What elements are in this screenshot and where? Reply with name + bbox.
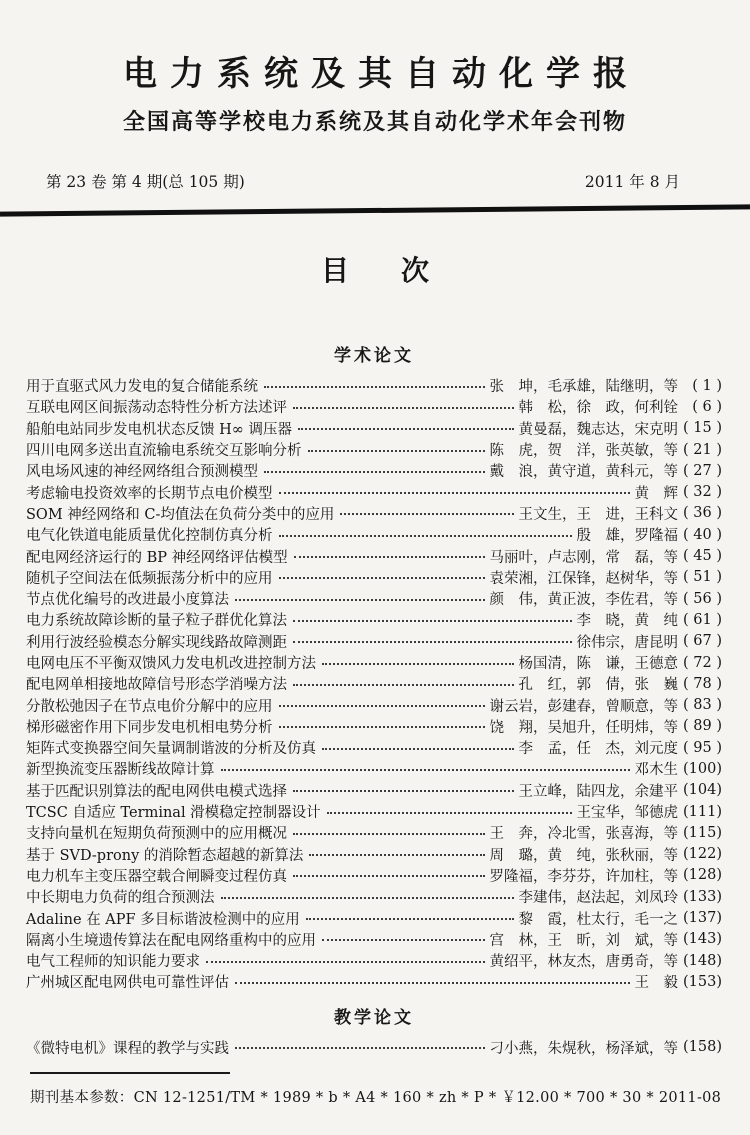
toc-entry xyxy=(26,609,722,630)
entry-page: (111) xyxy=(683,803,722,820)
dot-leader xyxy=(206,953,485,963)
toc-entry xyxy=(26,822,722,843)
dot-leader xyxy=(235,1039,485,1049)
dot-leader xyxy=(293,633,572,643)
entry-page: ( 78 ) xyxy=(683,675,722,692)
entry-title: 配电网经济运行的 BP 神经网络评估模型 xyxy=(26,549,288,566)
section-heading: 学术论文 xyxy=(334,346,414,366)
journal-toc-page xyxy=(0,46,750,1135)
header-divider xyxy=(0,204,750,216)
entry-page: ( 67 ) xyxy=(683,633,722,650)
toc-entry xyxy=(26,503,722,524)
entry-page: ( 1 ) xyxy=(692,377,722,394)
entry-authors: 李建伟，赵法起，刘凤玲 xyxy=(518,890,678,907)
toc-entry xyxy=(26,418,722,439)
toc-entry xyxy=(26,524,722,545)
entry-authors: 王 毅 xyxy=(634,975,678,992)
dot-leader xyxy=(308,442,485,452)
dot-leader xyxy=(293,676,514,686)
entry-authors: 韩 松，徐 政，何利铨 xyxy=(518,400,678,417)
entry-title: 梯形磁密作用下同步发电机相电势分析 xyxy=(26,719,273,736)
entry-page: ( 32 ) xyxy=(683,484,722,501)
dot-leader xyxy=(235,974,630,984)
toc-entry xyxy=(26,929,722,950)
entry-page: ( 36 ) xyxy=(683,505,722,522)
entry-authors: 黎 霞，杜太行，毛一之 xyxy=(518,911,678,928)
toc-entry xyxy=(26,716,722,737)
entry-page: ( 89 ) xyxy=(683,718,722,735)
entry-title: 电力系统故障诊断的量子粒子群优化算法 xyxy=(26,613,287,630)
dot-leader xyxy=(306,910,514,920)
toc-heading: 目 次 xyxy=(320,254,441,287)
dot-leader xyxy=(294,548,485,558)
dot-leader xyxy=(340,505,513,515)
entry-authors: 刁小燕，朱熀秋，杨泽斌，等 xyxy=(489,1040,678,1057)
toc-entry xyxy=(26,567,722,588)
entry-page: ( 83 ) xyxy=(683,697,722,714)
entry-title: Adaline 在 APF 多目标谐波检测中的应用 xyxy=(26,911,300,928)
entry-title: 基于 SVD-prony 的消除暂态超越的新算法 xyxy=(26,847,304,864)
entry-authors: 黄绍平，林友杰，唐勇奇，等 xyxy=(489,954,678,971)
entry-page: ( 51 ) xyxy=(683,569,722,586)
entry-title: TCSC 自适应 Terminal 滑模稳定控制器设计 xyxy=(26,805,321,822)
toc-entry xyxy=(26,694,722,715)
entry-page: (128) xyxy=(683,867,722,884)
section-heading: 教学论文 xyxy=(334,1007,414,1028)
dot-leader xyxy=(264,463,485,473)
entry-title: 隔离小生境遗传算法在配电网络重构中的应用 xyxy=(26,932,316,949)
entry-title: 配电网单相接地故障信号形态学消噪方法 xyxy=(26,677,287,694)
dot-leader xyxy=(322,931,485,941)
entry-authors: 黄曼磊，魏志达，宋克明 xyxy=(518,421,678,438)
entry-page: (158) xyxy=(683,1039,722,1056)
toc-entry xyxy=(26,865,722,886)
entry-authors: 戴 浪，黄守道，黄科元，等 xyxy=(489,464,678,481)
entry-page: (100) xyxy=(683,760,722,777)
entry-authors: 徐伟宗，唐昆明 xyxy=(576,634,678,651)
entry-title: 考虑输电投资效率的长期节点电价模型 xyxy=(26,485,273,502)
entry-title: 矩阵式变换器空间矢量调制谐波的分析及仿真 xyxy=(26,741,316,758)
toc-entry xyxy=(26,396,722,417)
entry-authors: 宫 林，王 昕，刘 斌，等 xyxy=(489,932,678,949)
entry-page: ( 40 ) xyxy=(683,526,722,543)
entry-page: ( 6 ) xyxy=(692,398,722,415)
journal-subtitle: 全国高等学校电力系统及其自动化学术年会刊物 xyxy=(122,110,627,135)
entry-page: (115) xyxy=(683,824,722,841)
entry-page: (137) xyxy=(683,910,722,927)
entry-page: ( 72 ) xyxy=(683,654,722,671)
entry-authors: 马丽叶，卢志刚，常 磊，等 xyxy=(489,549,678,566)
entry-title: 分散松弛因子在节点电价分解中的应用 xyxy=(26,698,273,715)
entry-page: (122) xyxy=(683,846,722,863)
entry-authors: 杨国清，陈 谦，王德意 xyxy=(518,656,678,672)
entry-page: ( 95 ) xyxy=(683,739,722,756)
toc-sections xyxy=(0,341,750,1058)
issue-info: 第 23 卷 第 4 期(总 105 期) xyxy=(46,173,245,191)
entry-page: ( 15 ) xyxy=(683,420,722,437)
entry-title: 四川电网多送出直流输电系统交互影响分析 xyxy=(26,443,302,460)
toc-entry xyxy=(26,673,722,694)
footer-divider xyxy=(30,1072,230,1074)
dot-leader xyxy=(322,655,514,665)
journal-title: 电力系统及其自动化学报 xyxy=(123,54,640,94)
entry-authors: 罗隆福，李芬芬，许加柱，等 xyxy=(489,868,678,885)
dot-leader xyxy=(327,804,572,814)
dot-leader xyxy=(293,867,485,877)
dot-leader xyxy=(221,761,630,771)
issue-date: 2011 年 8 月 xyxy=(584,173,680,191)
entry-title: 电力机车主变压器空载合闸瞬变过程仿真 xyxy=(26,868,287,885)
toc-entry xyxy=(26,886,722,907)
entry-title: 随机子空间法在低频振荡分析中的应用 xyxy=(26,570,273,587)
entry-title: 风电场风速的神经网络组合预测模型 xyxy=(26,464,258,481)
toc-entry xyxy=(26,652,722,673)
dot-leader xyxy=(293,399,514,409)
entry-page: (133) xyxy=(683,888,722,905)
entry-authors: 王立峰，陆四龙，余建平 xyxy=(518,783,678,800)
entry-authors: 殷 雄，罗隆福 xyxy=(576,528,678,545)
toc-entry xyxy=(26,801,722,822)
entry-page: (153) xyxy=(683,973,722,990)
entry-title: 中长期电力负荷的组合预测法 xyxy=(26,890,215,907)
entry-page: ( 56 ) xyxy=(683,590,722,607)
toc-entry xyxy=(26,460,722,481)
entry-authors: 王宝华，邹德虎 xyxy=(576,805,678,822)
entry-page: (104) xyxy=(683,782,722,799)
entry-page: ( 27 ) xyxy=(683,462,722,479)
entry-title: 电气工程师的知识能力要求 xyxy=(26,954,200,971)
toc-entry xyxy=(26,1037,722,1058)
dot-leader xyxy=(279,718,485,728)
entry-authors: 谢云岩，彭建春，曾顺意，等 xyxy=(489,698,678,715)
dot-leader xyxy=(264,378,485,388)
dot-leader xyxy=(279,569,485,579)
entry-title: 支持向量机在短期负荷预测中的应用概况 xyxy=(26,826,287,843)
toc-entry xyxy=(26,631,722,652)
entry-title: 节点优化编号的改进最小度算法 xyxy=(26,592,229,609)
entry-title: SOM 神经网络和 C-均值法在负荷分类中的应用 xyxy=(26,506,335,523)
dot-leader xyxy=(293,825,485,835)
dot-leader xyxy=(322,740,514,750)
dot-leader xyxy=(298,420,514,430)
entry-title: 电网电压不平衡双馈风力发电机改进控制方法 xyxy=(26,656,316,672)
entry-authors: 张 坤，毛承雄，陆继明，等 xyxy=(489,379,678,396)
entry-authors: 孔 红，郭 倩，张 巍 xyxy=(518,677,678,694)
toc-entry xyxy=(26,545,722,566)
dot-leader xyxy=(293,612,572,622)
entry-authors: 陈 虎，贺 洋，张英敏，等 xyxy=(489,443,678,460)
toc-entry xyxy=(26,844,722,865)
entry-authors: 王 奔，冷北雪，张喜海，等 xyxy=(489,826,678,843)
dot-leader xyxy=(279,484,630,494)
toc-entry xyxy=(26,950,722,971)
entry-page: ( 61 ) xyxy=(683,611,722,628)
toc-entry xyxy=(26,588,722,609)
toc-entry xyxy=(26,439,722,460)
entry-title: 用于直驱式风力发电的复合储能系统 xyxy=(26,379,258,396)
dot-leader xyxy=(309,846,484,856)
entry-title: 基于匹配识别算法的配电网供电模式选择 xyxy=(26,783,287,800)
toc-entry xyxy=(26,971,722,992)
entry-authors: 李 孟，任 杰，刘元度 xyxy=(518,741,678,758)
entry-page: ( 21 ) xyxy=(683,441,722,458)
entry-page: (148) xyxy=(683,952,722,969)
issue-row xyxy=(0,170,750,192)
toc-entry xyxy=(26,737,722,758)
dot-leader xyxy=(293,782,514,792)
toc-entry xyxy=(26,481,722,502)
entry-authors: 黄 辉 xyxy=(634,485,678,502)
entry-authors: 邓木生 xyxy=(634,762,678,779)
entry-title: 互联电网区间振荡动态特性分析方法述评 xyxy=(26,400,287,417)
toc-entry xyxy=(26,780,722,801)
dot-leader xyxy=(235,591,485,601)
dot-leader xyxy=(279,527,572,537)
entry-page: ( 45 ) xyxy=(683,548,722,565)
entry-authors: 李 晓，黄 纯 xyxy=(576,613,678,630)
entry-authors: 王文生，王 进，王科文 xyxy=(518,506,678,523)
entry-title: 船舶电站同步发电机状态反馈 H∞ 调压器 xyxy=(26,421,292,438)
entry-title: 新型换流变压器断线故障计算 xyxy=(26,762,215,779)
journal-parameters: 期刊基本参数：CN 12-1251/TM * 1989 * b * A4 * 160 * zh * P * ￥12.00 * 700 * 30 * 2011-08 xyxy=(30,1089,722,1106)
toc-entry xyxy=(26,758,722,779)
dot-leader xyxy=(279,697,485,707)
entry-page: (143) xyxy=(683,931,722,948)
entry-title: 广州城区配电网供电可靠性评估 xyxy=(26,975,229,992)
entry-authors: 颜 伟，黄正波，李佐君，等 xyxy=(489,592,678,609)
dot-leader xyxy=(221,889,514,899)
toc-entry xyxy=(26,907,722,928)
entry-title: 电气化铁道电能质量优化控制仿真分析 xyxy=(26,528,273,545)
entry-title: 利用行波经验模态分解实现线路故障测距 xyxy=(26,634,287,651)
entry-title: 《微特电机》课程的教学与实践 xyxy=(26,1040,229,1057)
entry-authors: 饶 翔，吴旭升，任明炜，等 xyxy=(489,719,678,736)
toc-entry xyxy=(26,375,722,396)
entry-authors: 袁荣湘，江保锋，赵树华，等 xyxy=(489,570,678,587)
entry-authors: 周 璐，黄 纯，张秋丽，等 xyxy=(489,847,678,864)
